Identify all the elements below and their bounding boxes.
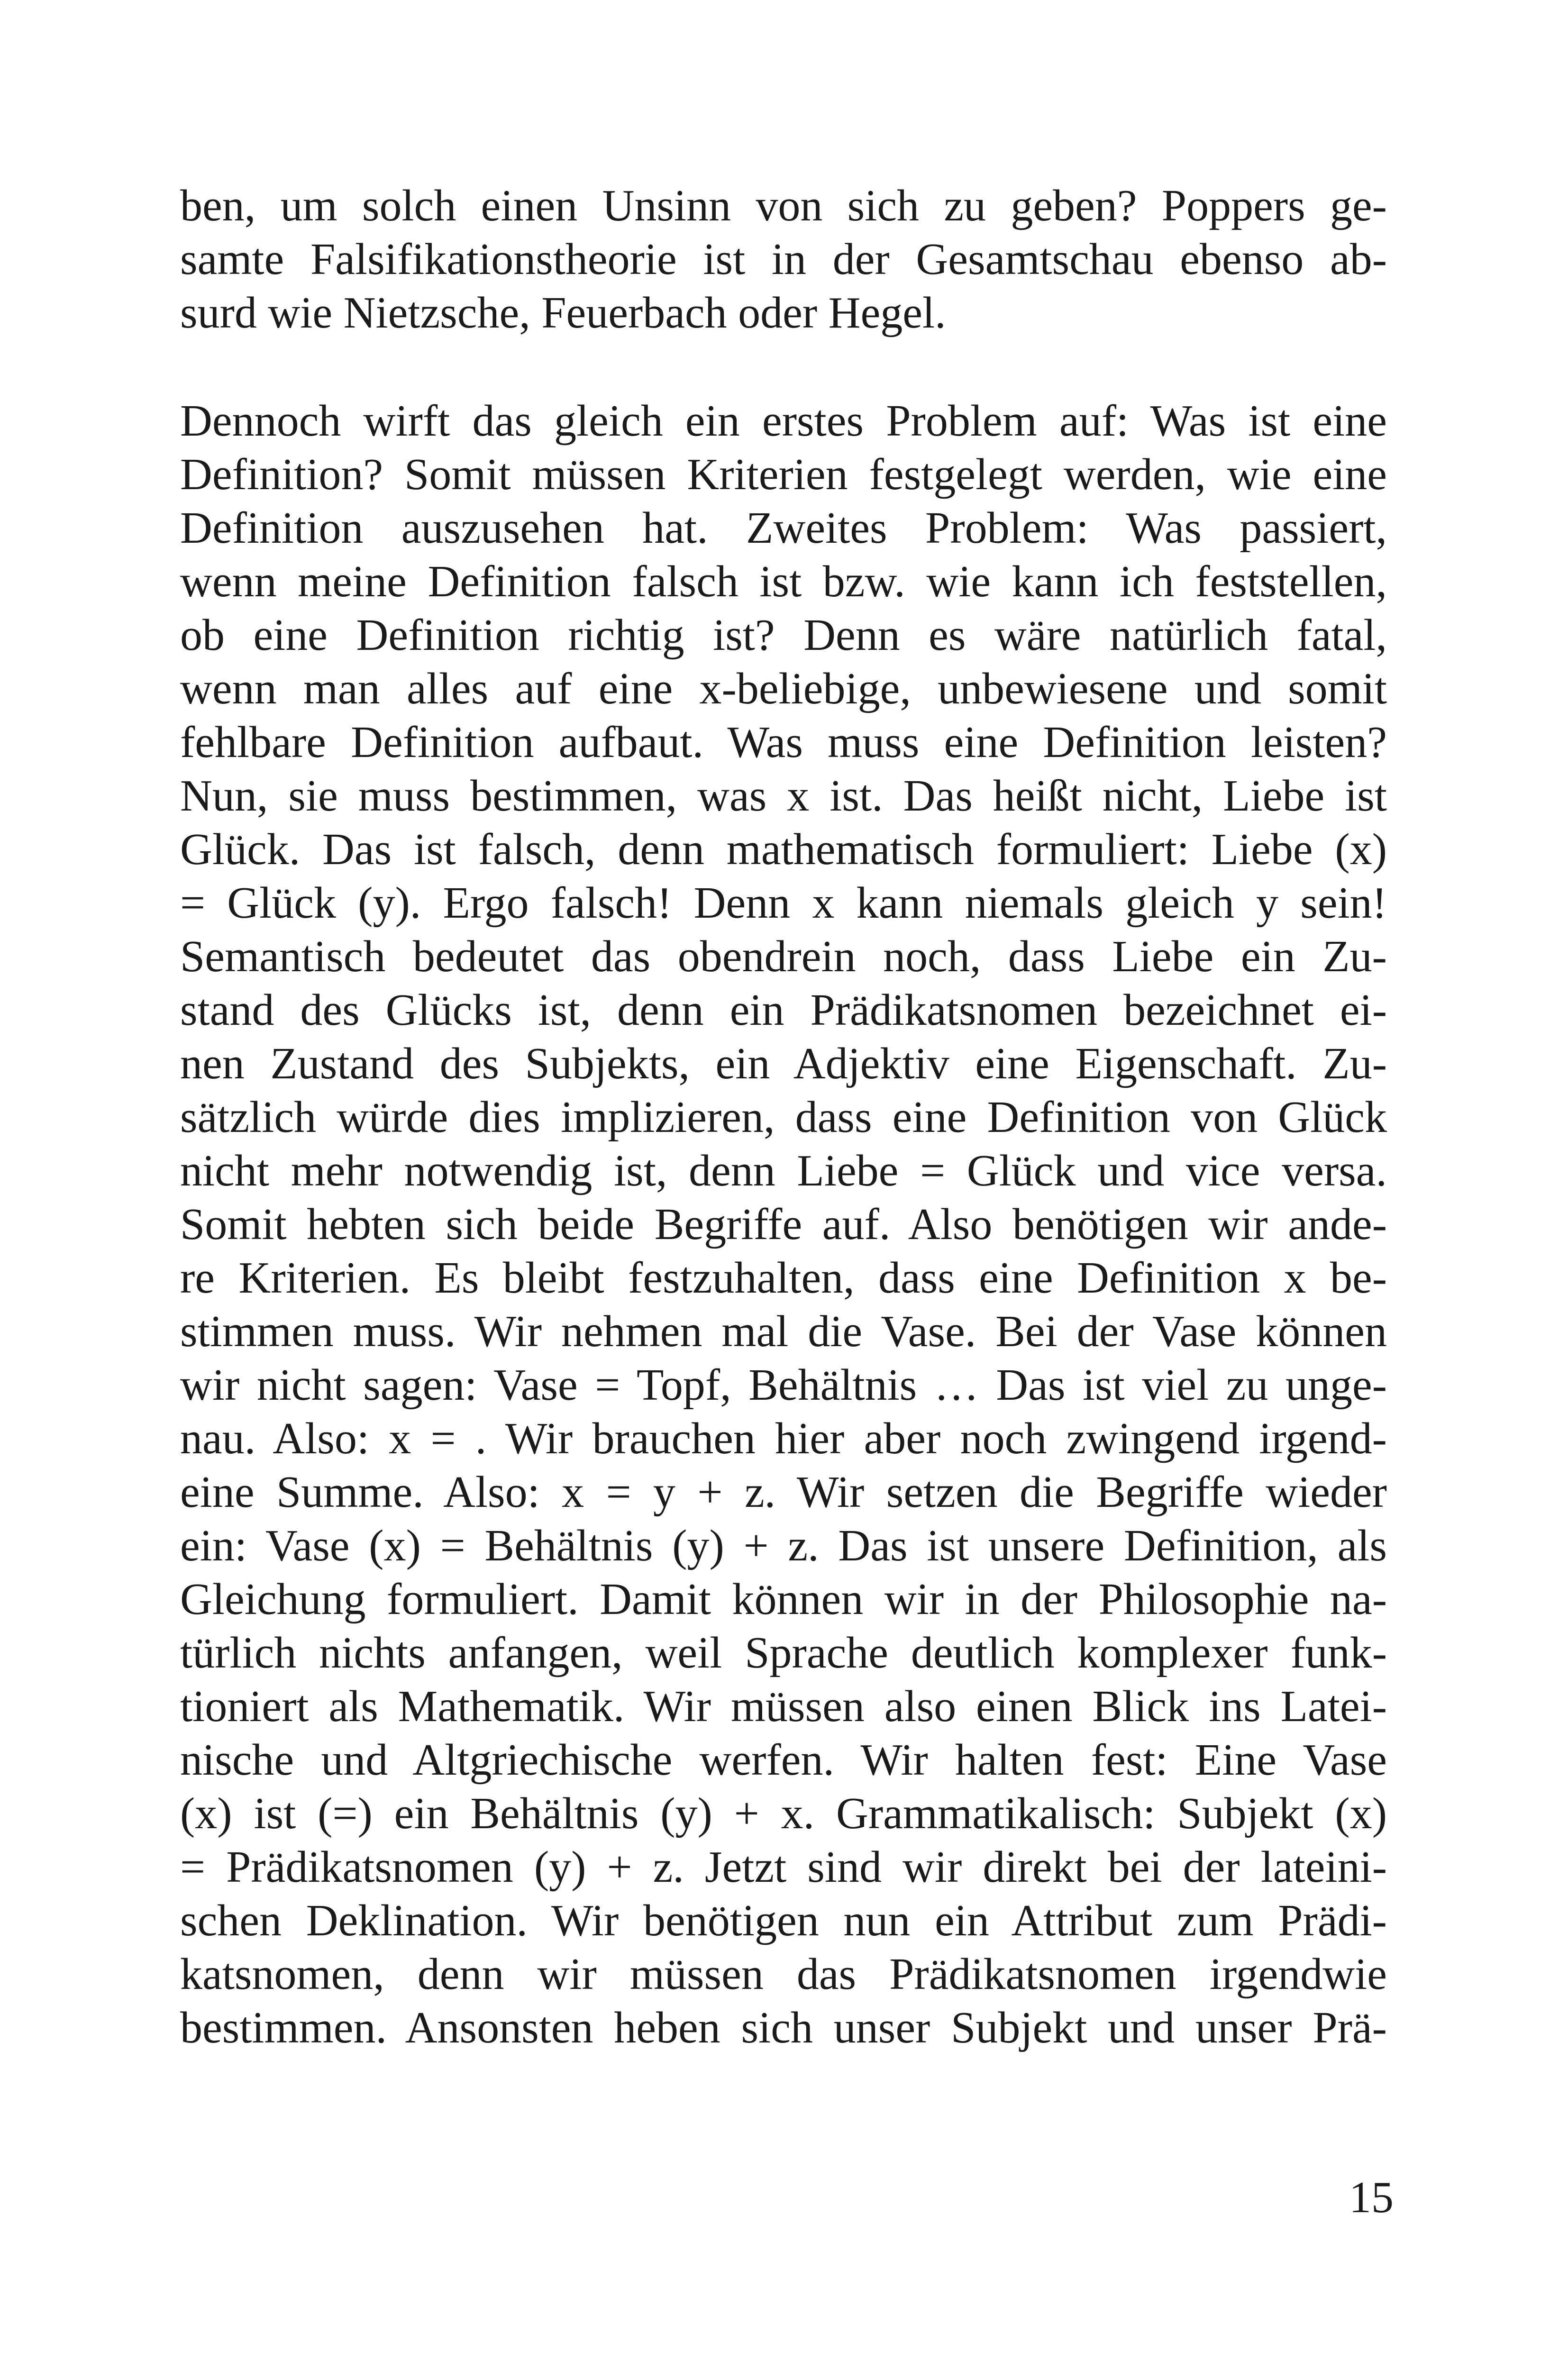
text-line: Glück. Das ist falsch, denn mathematisch formuliert: Liebe (x) — [180, 825, 1387, 874]
text-line: katsnomen, denn wir müssen das Prädikatsnomen irgendwie — [180, 1950, 1387, 1999]
text-line: wenn man alles auf eine x-beliebige, unbewiesene und somit — [180, 664, 1387, 713]
text-line: re Kriterien. Es bleibt festzuhalten, dass eine Definition x be- — [180, 1253, 1387, 1303]
text-line: wir nicht sagen: Vase = Topf, Behältnis … Das ist viel zu unge- — [180, 1360, 1387, 1410]
text-line: Somit hebten sich beide Begriffe auf. Also benötigen wir ande- — [180, 1200, 1387, 1249]
text-line: eine Summe. Also: x = y + z. Wir setzen die Begriffe wieder — [180, 1468, 1387, 1517]
page-number: 15 — [1349, 2173, 1394, 2222]
text-line: sätzlich würde dies implizieren, dass eine Definition von Glück — [180, 1093, 1387, 1142]
text-line: Semantisch bedeutet das obendrein noch, dass Liebe ein Zu- — [180, 932, 1387, 981]
text-line: ob eine Definition richtig ist? Denn es wäre natürlich fatal, — [180, 611, 1387, 660]
text-line: = Glück (y). Ergo falsch! Denn x kann niemals gleich y sein! — [180, 878, 1387, 928]
text-line: stimmen muss. Wir nehmen mal die Vase. Bei der Vase können — [180, 1307, 1387, 1356]
text-line: nau. Also: x = . Wir brauchen hier aber noch zwingend irgend- — [180, 1414, 1387, 1463]
text-line: ein: Vase (x) = Behältnis (y) + z. Das ist unsere Definition, als — [180, 1521, 1387, 1570]
text-line: nische und Altgriechische werfen. Wir halten fest: Eine Vase — [180, 1735, 1387, 1785]
text-line: wenn meine Definition falsch ist bzw. wie kann ich feststellen, — [180, 557, 1387, 606]
text-line: Dennoch wirft das gleich ein erstes Problem auf: Was ist eine — [180, 396, 1387, 446]
text-line: nicht mehr notwendig ist, denn Liebe = Glück und vice versa. — [180, 1146, 1387, 1195]
text-line: Definition auszusehen hat. Zweites Problem: Was passiert, — [180, 503, 1387, 553]
text-line: Nun, sie muss bestimmen, was x ist. Das heißt nicht, Liebe ist — [180, 771, 1387, 820]
text-line: surd wie Nietzsche, Feuerbach oder Hegel. — [180, 288, 946, 337]
text-line: ben, um solch einen Unsinn von sich zu geben? Poppers ge- — [180, 181, 1387, 230]
text-line: samte Falsifikationstheorie ist in der Gesamtschau ebenso ab- — [180, 235, 1387, 284]
text-line: Gleichung formuliert. Damit können wir in der Philosophie na- — [180, 1575, 1387, 1624]
text-line: fehlbare Definition aufbaut. Was muss eine Definition leisten? — [180, 718, 1387, 767]
text-line: türlich nichts anfangen, weil Sprache deutlich komplexer funk- — [180, 1628, 1387, 1677]
text-line: stand des Glücks ist, denn ein Prädikatsnomen bezeichnet ei- — [180, 985, 1387, 1035]
text-line: (x) ist (=) ein Behältnis (y) + x. Grammatikalisch: Subjekt (x) — [180, 1789, 1387, 1838]
text-line: bestimmen. Ansonsten heben sich unser Subjekt und unser Prä- — [180, 2003, 1387, 2052]
text-line: = Prädikatsnomen (y) + z. Jetzt sind wir direkt bei der lateini- — [180, 1842, 1387, 1892]
text-line: Definition? Somit müssen Kriterien festgelegt werden, wie eine — [180, 450, 1387, 499]
paragraph-2 — [180, 394, 1387, 2055]
text-line: schen Deklination. Wir benötigen nun ein Attribut zum Prädi- — [180, 1896, 1387, 1945]
text-line: tioniert als Mathematik. Wir müssen also einen Blick ins Latei- — [180, 1682, 1387, 1731]
text-line: nen Zustand des Subjekts, ein Adjektiv eine Eigenschaft. Zu- — [180, 1039, 1387, 1088]
paragraph-1 — [180, 179, 1387, 340]
